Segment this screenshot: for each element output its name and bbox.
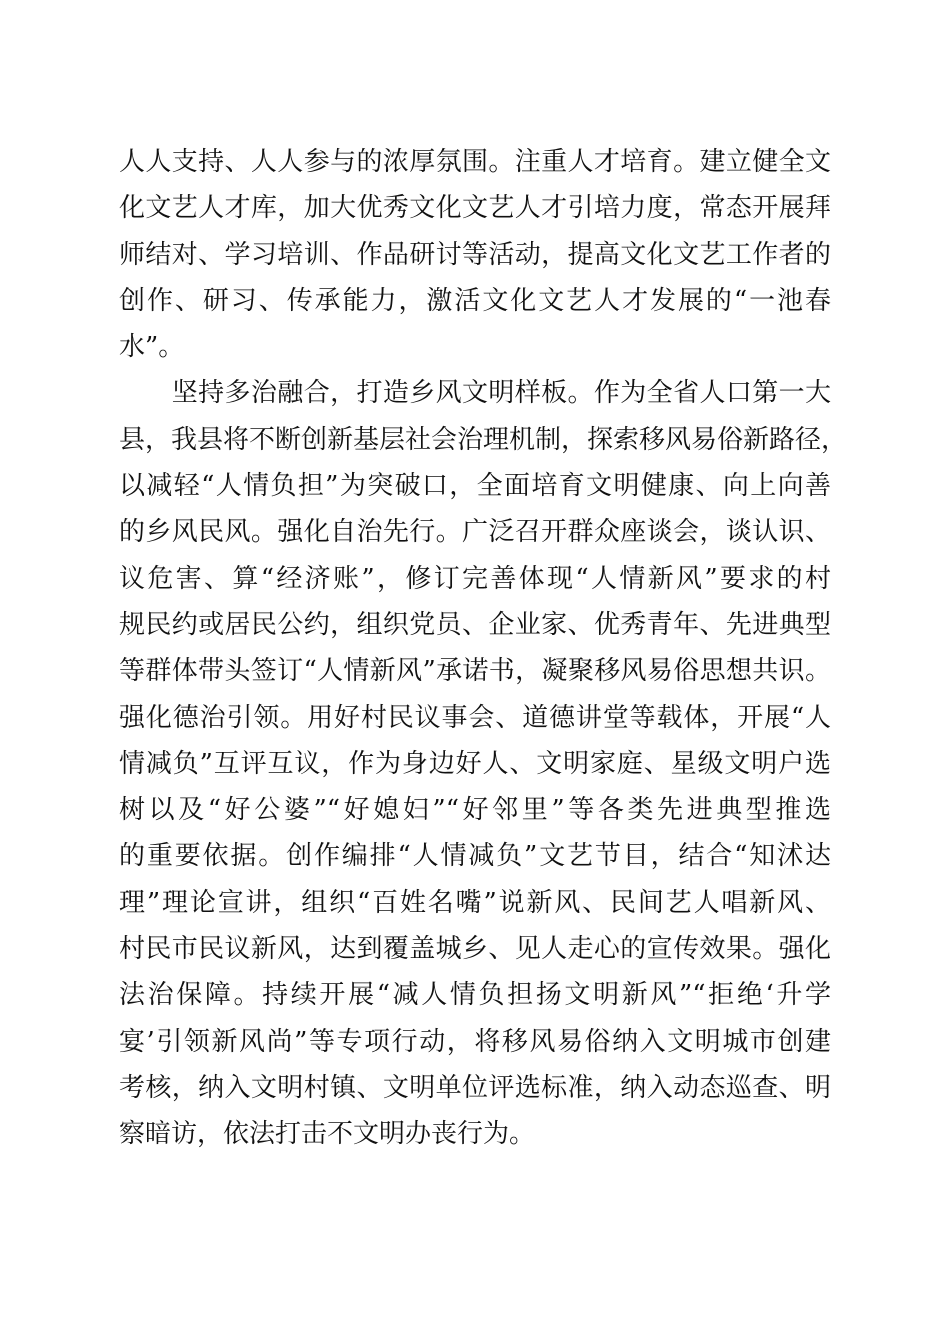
text-line: 强化德治引领。用好村民议事会、道德讲堂等载体，开展“人 <box>119 702 831 733</box>
text-line: 规民约或居民公约，组织党员、企业家、优秀青年、先进典型 <box>119 609 831 640</box>
text-line: 师结对、学习培训、作品研讨等活动，提高文化文艺工作者的 <box>119 239 831 270</box>
text-line: 考核，纳入文明村镇、文明单位评选标准，纳入动态巡查、明 <box>119 1072 831 1103</box>
text-line: 等群体带头签订“人情新风”承诺书，凝聚移风易俗思想共识。 <box>119 656 831 687</box>
text-line: 坚持多治融合，打造乡风文明样板。作为全省人口第一大 <box>119 378 831 409</box>
text-line: 村民市民议新风，达到覆盖城乡、见人走心的宣传效果。强化 <box>119 934 831 965</box>
text-line: 法治保障。持续开展“减人情负担扬文明新风”“拒绝‘升学 <box>119 980 831 1011</box>
text-line: 的重要依据。创作编排“人情减负”文艺节目，结合“知沭达 <box>119 841 831 872</box>
text-line: 的乡风民风。强化自治先行。广泛召开群众座谈会，谈认识、 <box>119 517 831 548</box>
text-line: 化文艺人才库，加大优秀文化文艺人才引培力度，常态开展拜 <box>119 193 831 224</box>
text-line: 议危害、算“经济账”，修订完善体现“人情新风”要求的村 <box>119 563 831 594</box>
text-line: 创作、研习、传承能力，激活文化文艺人才发展的“一池春 <box>119 285 831 316</box>
text-line: 情减负”互评互议，作为身边好人、文明家庭、星级文明户选 <box>119 748 831 779</box>
text-line: 宴’引领新风尚”等专项行动，将移风易俗纳入文明城市创建 <box>119 1026 831 1057</box>
text-line: 人人支持、人人参与的浓厚氛围。注重人才培育。建立健全文 <box>119 147 831 177</box>
text-line: 县，我县将不断创新基层社会治理机制，探索移风易俗新路径， <box>119 424 848 455</box>
text-line: 以减轻“人情负担”为突破口，全面培育文明健康、向上向善 <box>119 471 831 502</box>
text-line: 树以及“好公婆”“好媳妇”“好邻里”等各类先进典型推选 <box>119 795 831 826</box>
text-line: 水”。 <box>119 332 185 363</box>
text-line: 察暗访，依法打击不文明办丧行为。 <box>119 1119 536 1150</box>
text-line: 理”理论宣讲，组织“百姓名嘴”说新风、民间艺人唱新风、 <box>119 887 831 918</box>
body-text <box>119 139 848 1158</box>
